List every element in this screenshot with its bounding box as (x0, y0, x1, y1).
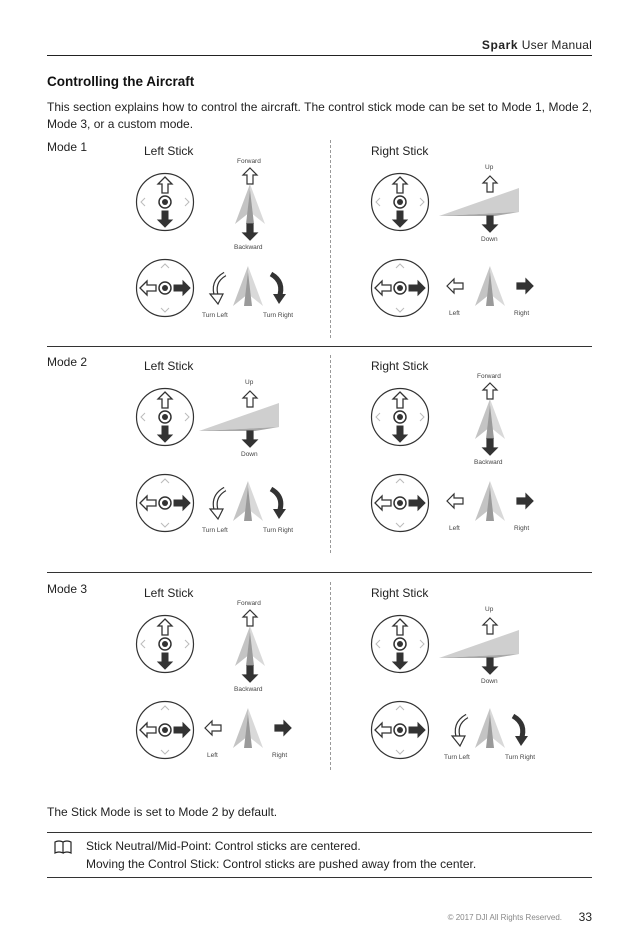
label-backward: Backward (474, 459, 503, 466)
aircraft-icon (233, 266, 263, 306)
right-joystick-horizontal (370, 258, 430, 318)
label-left: Left (449, 310, 460, 317)
right-joystick-vertical (370, 614, 430, 674)
label-left: Left (449, 525, 460, 532)
label-turn-right: Turn Right (263, 312, 294, 319)
brand-name: Spark (481, 38, 519, 52)
turn-right-arrow-icon (509, 714, 531, 748)
label-up: Up (485, 606, 494, 613)
mode-label: Mode 3 (47, 582, 88, 596)
left-stick-title: Left Stick (144, 586, 194, 600)
label-down: Down (481, 236, 498, 243)
note-neutral: Stick Neutral/Mid-Point: Control sticks are centered. (86, 839, 361, 853)
left-arrow-icon (445, 491, 465, 511)
stick-divider (330, 355, 331, 553)
down-arrow-icon (480, 214, 500, 234)
label-right: Right (514, 525, 530, 532)
page-header (482, 38, 592, 52)
down-arrow-icon (480, 656, 500, 676)
right-stick-title: Right Stick (371, 144, 429, 158)
label-right: Right (272, 752, 288, 759)
mode-divider (47, 572, 592, 573)
left-joystick-horizontal (135, 473, 195, 533)
label-forward: Forward (237, 600, 261, 607)
right-joystick-vertical (370, 387, 430, 447)
header-rule (47, 55, 592, 56)
right-arrow-icon (515, 276, 535, 296)
aircraft-icon (475, 266, 505, 306)
aircraft-icon (233, 481, 263, 521)
label-forward: Forward (477, 373, 501, 380)
turn-left-arrow-icon (451, 714, 473, 748)
right-joystick-horizontal (370, 473, 430, 533)
label-forward: Forward (237, 158, 261, 165)
aircraft-side-icon (199, 403, 279, 433)
left-arrow-icon (203, 718, 223, 738)
label-backward: Backward (234, 686, 263, 693)
default-mode-note: The Stick Mode is set to Mode 2 by default. (47, 805, 278, 819)
backward-arrow-icon (240, 222, 260, 242)
label-turn-left: Turn Left (444, 754, 470, 761)
forward-arrow-icon (240, 166, 260, 186)
backward-arrow-icon (480, 437, 500, 457)
book-icon (54, 840, 72, 859)
label-down: Down (481, 678, 498, 685)
left-joystick-horizontal (135, 700, 195, 760)
header-title: User Manual (521, 38, 592, 52)
turn-right-arrow-icon (267, 487, 289, 521)
aircraft-icon (475, 399, 505, 439)
left-arrow-icon (445, 276, 465, 296)
turn-left-arrow-icon (209, 487, 231, 521)
section-title: Controlling the Aircraft (47, 74, 195, 89)
label-turn-left: Turn Left (202, 312, 228, 319)
note-moving: Moving the Control Stick: Control sticks are pushed away from the center. (86, 857, 477, 871)
turn-right-arrow-icon (267, 272, 289, 306)
stick-divider (330, 140, 331, 338)
right-arrow-icon (273, 718, 293, 738)
aircraft-side-icon (439, 188, 519, 218)
turn-left-arrow-icon (209, 272, 231, 306)
note-rule-bottom (47, 877, 592, 878)
forward-arrow-icon (240, 608, 260, 628)
right-joystick-horizontal (370, 700, 430, 760)
aircraft-side-icon (439, 630, 519, 660)
left-stick-title: Left Stick (144, 359, 194, 373)
aircraft-icon (475, 708, 505, 748)
right-arrow-icon (515, 491, 535, 511)
label-left: Left (207, 752, 218, 759)
section-intro: This section explains how to control the aircraft. The control stick mode can be set to Mode 1, Mode 2, Mode 3, or a custom mode. (47, 100, 592, 131)
left-joystick-vertical (135, 614, 195, 674)
aircraft-icon (235, 184, 265, 224)
label-turn-right: Turn Right (263, 527, 294, 534)
right-joystick-vertical (370, 172, 430, 232)
aircraft-icon (475, 481, 505, 521)
label-turn-left: Turn Left (202, 527, 228, 534)
aircraft-icon (235, 626, 265, 666)
mode-label: Mode 1 (47, 140, 88, 154)
label-backward: Backward (234, 244, 263, 251)
mode-divider (47, 346, 592, 347)
copyright: © 2017 DJI All Rights Reserved. (447, 913, 562, 922)
right-stick-title: Right Stick (371, 586, 429, 600)
label-up: Up (485, 164, 494, 171)
backward-arrow-icon (240, 664, 260, 684)
label-turn-right: Turn Right (505, 754, 536, 761)
left-joystick-horizontal (135, 258, 195, 318)
down-arrow-icon (240, 429, 260, 449)
forward-arrow-icon (480, 381, 500, 401)
mode-label: Mode 2 (47, 355, 88, 369)
page-number: 33 (578, 910, 592, 924)
right-stick-title: Right Stick (371, 359, 429, 373)
left-joystick-vertical (135, 172, 195, 232)
aircraft-icon (233, 708, 263, 748)
left-joystick-vertical (135, 387, 195, 447)
stick-divider (330, 582, 331, 770)
label-right: Right (514, 310, 530, 317)
label-up: Up (245, 379, 254, 386)
left-stick-title: Left Stick (144, 144, 194, 158)
note-rule-top (47, 832, 592, 833)
label-down: Down (241, 451, 258, 458)
